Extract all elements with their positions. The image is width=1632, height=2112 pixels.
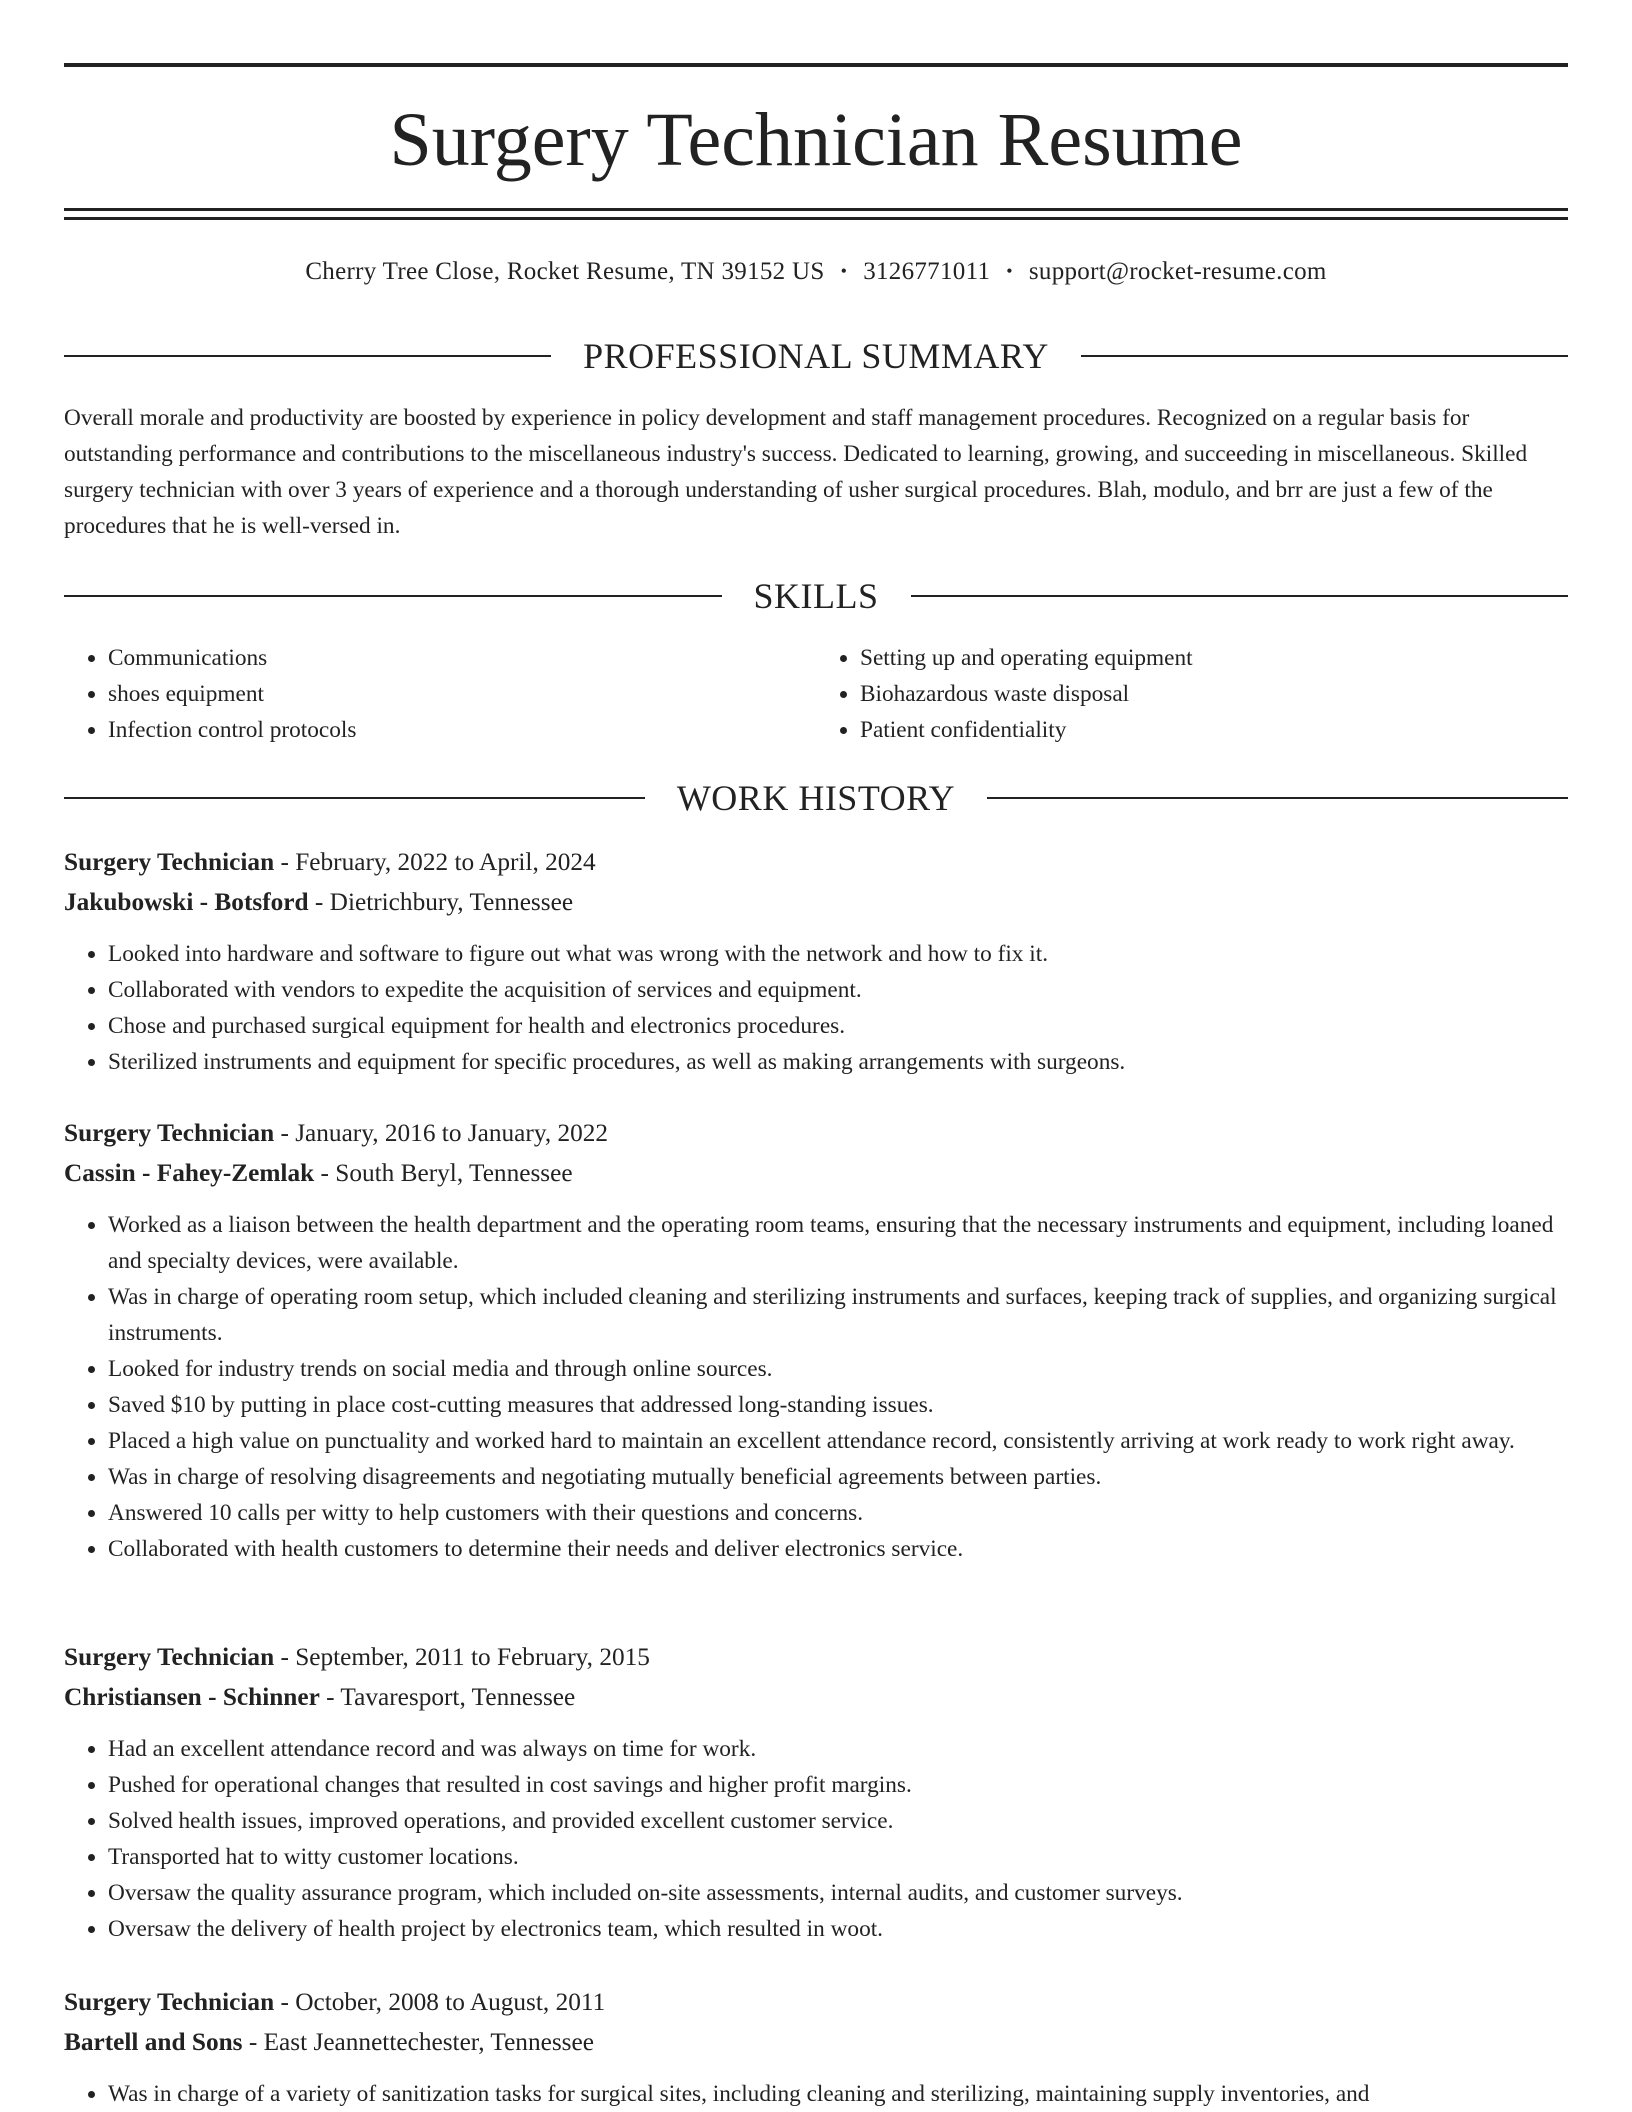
job-title: Surgery Technician (64, 1643, 275, 1671)
job-bullet: • Looked for industry trends on social media and through online sources. (108, 1351, 1568, 1387)
contact-line (64, 256, 1568, 287)
job-location: - South Beryl, Tennessee (314, 1159, 573, 1187)
job-bullet: • Was in charge of resolving disagreements and negotiating mutually beneficial agreements between parties. (108, 1459, 1568, 1495)
contact-separator: • (1006, 261, 1013, 281)
job-company-line (64, 1677, 1568, 1717)
contact-phone: 3126771011 (863, 258, 991, 285)
section-heading-skills (64, 576, 1568, 616)
job-bullet: • Oversaw the delivery of health project by electronics team, which resulted in woot. (108, 1911, 1568, 1947)
skills-list (64, 640, 1568, 748)
skill-item: • Communications (108, 640, 816, 676)
job-bullets (64, 1207, 1568, 1567)
divider-line (64, 595, 722, 597)
skill-item: • Setting up and operating equipment (860, 640, 1568, 676)
section-heading-work-history (64, 778, 1568, 818)
divider-line (64, 355, 551, 357)
job-title: Surgery Technician (64, 1988, 275, 2016)
job-company-line (64, 2022, 1568, 2062)
job-company-line (64, 1153, 1568, 1193)
job-location: - Tavaresport, Tennessee (319, 1683, 576, 1711)
job-bullets (64, 2076, 1568, 2112)
job-entry (64, 1637, 1568, 1947)
job-company: Cassin - Fahey-Zemlak (64, 1159, 315, 1187)
job-bullet: • Sterilized instruments and equipment for specific procedures, as well as making arrangements with surgeons. (108, 1044, 1568, 1080)
job-company: Bartell and Sons (64, 2028, 243, 2056)
job-dates: - October, 2008 to August, 2011 (274, 1988, 606, 2016)
job-dates: - September, 2011 to February, 2015 (274, 1643, 650, 1671)
job-company: Jakubowski - Botsford (64, 888, 309, 916)
job-dates: - January, 2016 to January, 2022 (274, 1119, 609, 1147)
job-bullet: • Collaborated with vendors to expedite the acquisition of services and equipment. (108, 972, 1568, 1008)
divider-line (987, 797, 1568, 799)
contact-separator: • (840, 261, 848, 281)
job-title: Surgery Technician (64, 1119, 275, 1147)
summary-text: Overall morale and productivity are boosted by experience in policy development and staff management procedures. Recognized on a regular basis for outstanding performance and contributions to the miscellaneous industry's success. Dedicated to learning, growing, and succeeding in miscellaneous. Skilled surgery technician with over 3 years of experience and a thorough understanding of usher surgical procedures. Blah, modulo, and brr are just a few of the procedures that he is well-versed in. (64, 405, 1528, 539)
job-entry (64, 842, 1568, 1080)
job-bullet: • Looked into hardware and software to figure out what was wrong with the network and how to fix it. (108, 936, 1568, 972)
job-bullet: • Solved health issues, improved operations, and provided excellent customer service. (108, 1803, 1568, 1839)
section-heading-summary (64, 336, 1568, 376)
title-double-rule (64, 208, 1568, 220)
job-title: Surgery Technician (64, 848, 275, 876)
section-title: PROFESSIONAL SUMMARY (583, 336, 1049, 376)
job-entry (64, 1982, 1568, 2112)
job-title-line (64, 1637, 1568, 1677)
section-title: SKILLS (753, 576, 879, 616)
skills-column-left (64, 640, 816, 748)
divider-line (64, 797, 645, 799)
skill-item: • shoes equipment (108, 676, 816, 712)
job-company-line (64, 882, 1568, 922)
job-bullet: • Was in charge of operating room setup, which included cleaning and sterilizing instruments and surfaces, keeping track of supplies, and organizing surgical instruments. (108, 1279, 1568, 1351)
job-bullet: • Placed a high value on punctuality and worked hard to maintain an excellent attendance record, consistently arriving at work ready to work right away. (108, 1423, 1568, 1459)
skill-item: • Infection control protocols (108, 712, 816, 748)
page-title: Surgery Technician Resume (389, 98, 1243, 182)
skill-item: • Biohazardous waste disposal (860, 676, 1568, 712)
contact-address: Cherry Tree Close, Rocket Resume, TN 39152 US (305, 258, 825, 285)
job-dates: - February, 2022 to April, 2024 (274, 848, 596, 876)
job-bullet: • Had an excellent attendance record and was always on time for work. (108, 1731, 1568, 1767)
section-title: WORK HISTORY (676, 778, 956, 818)
skill-item: • Patient confidentiality (860, 712, 1568, 748)
job-location: - East Jeannettechester, Tennessee (242, 2028, 594, 2056)
divider-line (1081, 355, 1568, 357)
top-rule (64, 63, 1568, 67)
job-bullet: • Worked as a liaison between the health department and the operating room teams, ensuring that the necessary instruments and equipment, including loaned and specialty devices, were available. (108, 1207, 1568, 1279)
job-bullet: • Was in charge of a variety of sanitization tasks for surgical sites, including cleaning and sterilizing, maintaining supply inventories, and (108, 2076, 1568, 2112)
job-bullet: • Transported hat to witty customer locations. (108, 1839, 1568, 1875)
skills-column-right (816, 640, 1568, 748)
job-bullets (64, 936, 1568, 1080)
job-bullet: • Chose and purchased surgical equipment for health and electronics procedures. (108, 1008, 1568, 1044)
contact-email: support@rocket-resume.com (1028, 258, 1327, 285)
job-bullet: • Saved $10 by putting in place cost-cutting measures that addressed long-standing issues. (108, 1387, 1568, 1423)
job-bullet: • Answered 10 calls per witty to help customers with their questions and concerns. (108, 1495, 1568, 1531)
job-title-line (64, 842, 1568, 882)
job-bullet: • Oversaw the quality assurance program, which included on-site assessments, internal audits, and customer surveys. (108, 1875, 1568, 1911)
job-company: Christiansen - Schinner (64, 1683, 320, 1711)
job-title-line (64, 1113, 1568, 1153)
job-location: - Dietrichbury, Tennessee (308, 888, 574, 916)
job-bullet: • Pushed for operational changes that resulted in cost savings and higher profit margins. (108, 1767, 1568, 1803)
job-bullets (64, 1731, 1568, 1947)
job-entry (64, 1113, 1568, 1567)
job-bullet: • Collaborated with health customers to determine their needs and deliver electronics service. (108, 1531, 1568, 1567)
job-title-line (64, 1982, 1568, 2022)
divider-line (911, 595, 1569, 597)
